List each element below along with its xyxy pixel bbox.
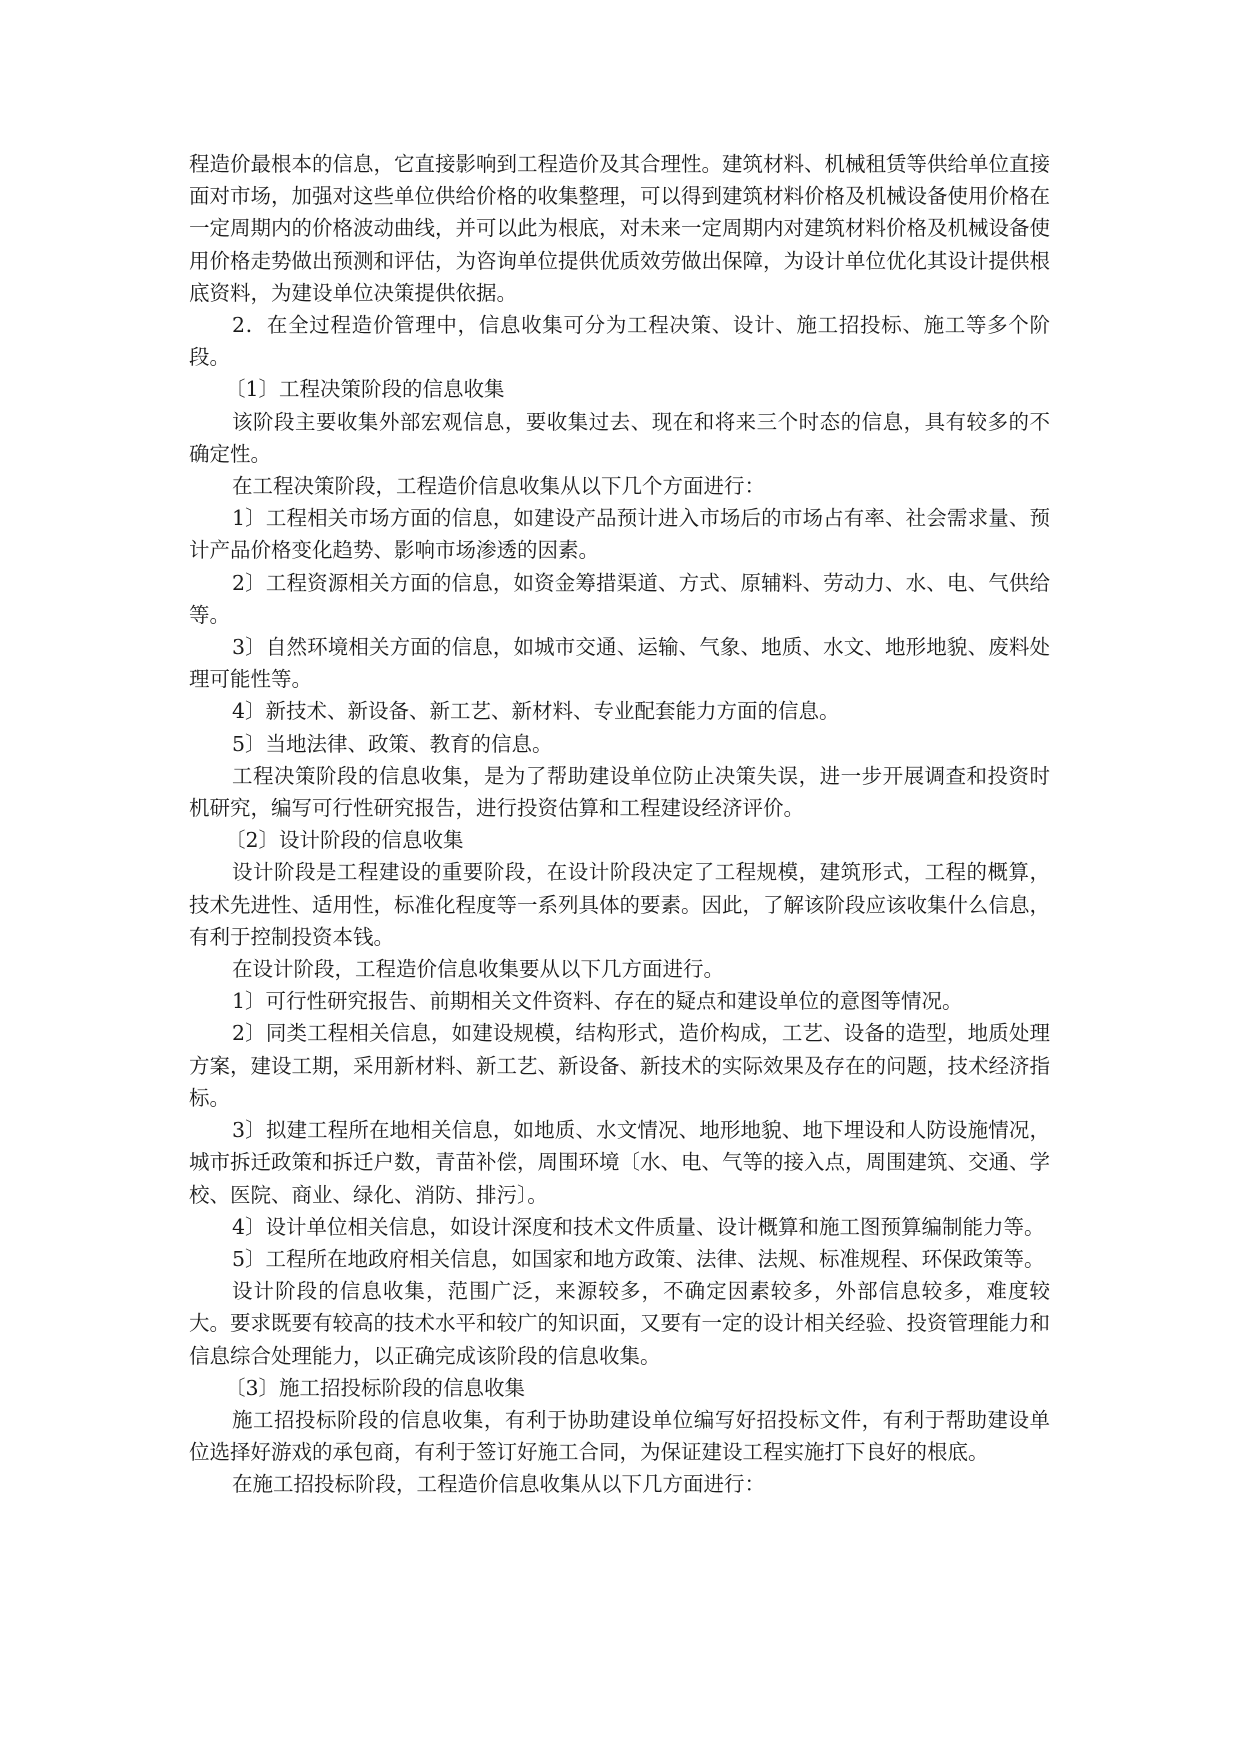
list-item-decision-2: 2〕工程资源相关方面的信息，如资金筹措渠道、方式、原辅料、劳动力、水、电、气供给等。 [189,570,1050,627]
paragraph-stages: 2．在全过程造价管理中，信息收集可分为工程决策、设计、施工招投标、施工等多个阶段。 [189,313,1050,370]
list-item-design-1: 1〕可行性研究报告、前期相关文件资料、存在的疑点和建设单位的意图等情况。 [232,989,963,1014]
list-item-design-3: 3〕拟建工程所在地相关信息，如地质、水文情况、地形地貌、地下埋设和人防设施情况，城市拆迁政策和拆迁户数，青苗补偿，周围环境〔水、电、气等的接入点，周围建筑、交通、学校、医院、商业、绿化、消防、排污〕。 [189,1118,1050,1207]
list-item-design-2: 2〕同类工程相关信息，如建设规模，结构形式，造价构成，工艺、设备的造型，地质处理方案，建设工期，采用新材料、新工艺、新设备、新技术的实际效果及存在的问题，技术经济指标。 [189,1021,1050,1110]
paragraph-bidding-aspects: 在施工招投标阶段，工程造价信息收集从以下几方面进行： [232,1472,765,1497]
paragraph-design-summary: 设计阶段的信息收集，范围广泛，来源较多，不确定因素较多，外部信息较多，难度较大。要求既要有较高的技术水平和较广的知识面，又要有一定的设计相关经验、投资管理能力和信息综合处理能力，以正确完成该阶段的信息收集。 [189,1279,1050,1368]
list-item-decision-4: 4〕新技术、新设备、新工艺、新材料、专业配套能力方面的信息。 [232,699,840,724]
document-page [189,148,1050,1501]
paragraph-design-overview: 设计阶段是工程建设的重要阶段，在设计阶段决定了工程规模，建筑形式，工程的概算，技术先进性、适用性，标准化程度等一系列具体的要素。因此，了解该阶段应该收集什么信息，有利于控制投资本钱。 [189,860,1050,949]
paragraph-bidding-overview: 施工招投标阶段的信息收集，有利于协助建设单位编写好招投标文件，有利于帮助建设单位选择好游戏的承包商，有利于签订好施工合同，为保证建设工程实施打下良好的根底。 [189,1407,1050,1465]
list-item-design-5: 5〕工程所在地政府相关信息，如国家和地方政策、法律、法规、标准规程、环保政策等。 [232,1246,1045,1271]
paragraph-decision-aspects: 在工程决策阶段，工程造价信息收集从以下几个方面进行： [232,474,765,499]
list-item-decision-1: 1〕工程相关市场方面的信息，如建设产品预计进入市场后的市场占有率、社会需求量、预计产品价格变化趋势、影响市场渗透的因素。 [189,506,1050,563]
section-heading-design: 〔2〕设计阶段的信息收集 [225,828,464,853]
paragraph-decision-summary: 工程决策阶段的信息收集，是为了帮助建设单位防止决策失误，进一步开展调查和投资时机研究，编写可行性研究报告，进行投资估算和工程建设经济评价。 [189,763,1050,821]
list-item-decision-3: 3〕自然环境相关方面的信息，如城市交通、运输、气象、地质、水文、地形地貌、废料处理可能性等。 [189,635,1050,692]
paragraph-design-aspects: 在设计阶段，工程造价信息收集要从以下几方面进行。 [232,957,724,982]
section-heading-decision: 〔1〕工程决策阶段的信息收集 [225,377,505,402]
list-item-design-4: 4〕设计单位相关信息，如设计深度和技术文件质量、设计概算和施工图预算编制能力等。 [232,1214,1045,1239]
paragraph-intro: 程造价最根本的信息，它直接影响到工程造价及其合理性。建筑材料、机械租赁等供给单位直接面对市场，加强对这些单位供给价格的收集整理，可以得到建筑材料价格及机械设备使用价格在一定周期内的价格波动曲线，并可以此为根底，对未来一定周期内对建筑材料价格及机械设备使用价格走势做出预测和评估，为咨询单位提供优质效劳做出保障，为设计单位优化其设计提供根底资料，为建设单位决策提供依据。 [189,152,1050,305]
paragraph-decision-overview: 该阶段主要收集外部宏观信息，要收集过去、现在和将来三个时态的信息，具有较多的不确定性。 [189,409,1050,466]
section-heading-bidding: 〔3〕施工招投标阶段的信息收集 [225,1375,526,1400]
list-item-decision-5: 5〕当地法律、政策、教育的信息。 [232,731,553,756]
